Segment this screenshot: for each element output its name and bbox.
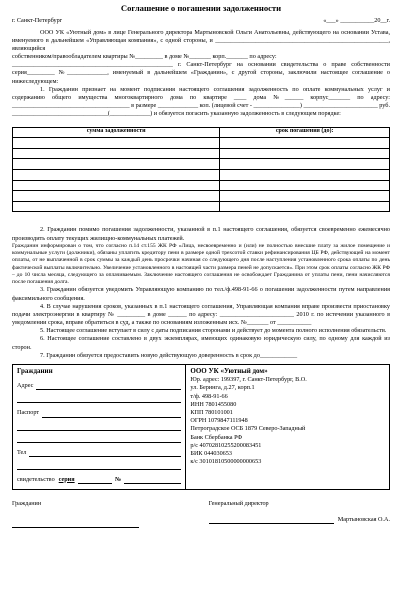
table-row <box>13 138 390 149</box>
company-line: ОГРН 1079847111948 <box>190 417 248 425</box>
company-line: БИК 044030653 <box>190 449 232 457</box>
table-row <box>13 191 390 202</box>
address-row <box>17 382 181 390</box>
intro-paragraph-2: собственником/правообладателем квартиры №_________ в доме №_______ корп._______ по адресу: <box>12 53 277 61</box>
blank-line <box>17 433 181 443</box>
clause-6: 6. Настоящее соглашение составлено в двух экземплярах, имеющих одинаковую юридическую силу, по одному для каждой из сторон. <box>12 335 390 351</box>
table-row <box>13 169 390 180</box>
certificate-label: свидетельство <box>17 475 55 483</box>
table-row <box>13 159 390 170</box>
address-line <box>36 382 181 390</box>
clause-2: 2. Гражданин помимо погашения задолженности, указанной в п.1 настоящего соглашения, обязуется своевременно ежемесячно производить оплату текущих жилищно-коммунальных платежей. <box>12 226 390 242</box>
series-label: серия <box>58 475 75 483</box>
certificate-row <box>17 476 181 484</box>
company-line: КПП 780101001 <box>190 408 233 416</box>
table-cell <box>13 148 220 159</box>
director-signature-line <box>209 514 334 524</box>
citizen-signature-block <box>12 500 193 530</box>
table-cell <box>13 169 220 180</box>
passport-line <box>42 409 181 417</box>
clause-4: 4. В случае нарушения сроков, указанных в п.1 настоящего соглашения, Управляющая компания вправе произвести приостановку подачи электроэнергии в квартиру № _________ в доме ______ по адресу: ________________________ 2010 г. по истечении указанного в уведомлении срока, вправе обратиться в суд, а также по основаниям изложенным исх. №_______ от ___________ <box>12 302 390 327</box>
company-line: Юр. адрес: 199397, г. Санкт-Петербург, В.О. <box>190 376 307 384</box>
company-line: ул. Беринга, д.27, корп.1 <box>190 384 255 392</box>
passport-label: Паспорт <box>17 409 40 417</box>
company-line: Петроградское ОСБ 1879 Северо-Западный <box>190 425 306 433</box>
director-name: Мартыновская О.А. <box>337 515 390 523</box>
company-heading: ООО УК «Уютный дом» <box>190 367 268 375</box>
company-line: Банк Сбербанка РФ <box>190 433 243 441</box>
clause-7: 7. Гражданин обязуется предоставить новую действующую доверенность в срок до____________ <box>40 351 298 359</box>
phone-label: Тел <box>17 448 27 456</box>
clause-5: 5. Настоящее соглашение вступает в силу с даты подписания сторонами и действует до момента полного исполнения обязательств. <box>40 327 387 335</box>
table-row <box>13 148 390 159</box>
clause-3: 3. Гражданин обязуется уведомить Управляющую компанию по тел./ф.498-91-66 о погашении задолженности путем направления факсимильного сообщения. <box>12 286 390 302</box>
phone-row <box>17 449 181 457</box>
company-line: р/с 40702810255200083451 <box>190 441 262 449</box>
table-cell <box>220 138 390 149</box>
city-text: г. Санкт-Петербург <box>12 17 63 25</box>
series-line <box>78 476 112 484</box>
blank-line <box>17 460 181 470</box>
intro-paragraph-3: ____________________________________________________ г. Санкт-Петербург на основании свидетельства о праве собственности серия_________ №_____________, именуемый в дальнейшем «Гражданин», с другой стороны, заключили настоящее соглашение о нижеследующем: <box>12 61 390 85</box>
table-cell <box>220 169 390 180</box>
table-header-amount: сумма задолженности <box>13 127 220 138</box>
table-cell <box>220 148 390 159</box>
citizen-details <box>13 365 186 490</box>
address-label: Адрес <box>17 382 34 390</box>
director-signature-row <box>209 514 390 524</box>
table-cell <box>220 201 390 212</box>
table-cell <box>13 159 220 170</box>
company-signature-block <box>209 500 390 530</box>
citizen-signature-line <box>12 518 139 528</box>
table-cell <box>220 191 390 202</box>
company-line: т/ф. 498-91-66 <box>190 392 228 400</box>
director-title: Генеральный директор <box>208 499 269 507</box>
table-cell <box>13 180 220 191</box>
table-cell <box>13 191 220 202</box>
table-cell <box>220 159 390 170</box>
signature-footer <box>12 500 390 530</box>
blank-line <box>17 393 181 403</box>
table-row <box>13 201 390 212</box>
table-cell <box>13 201 220 212</box>
company-line: к/с 30101810500000000653 <box>190 458 262 466</box>
date-text: «___» ___________20__г. <box>323 17 390 25</box>
company-line: ИНН 7801455080 <box>190 400 237 408</box>
intro-paragraph-1: ООО УК «Уютный дом» в лице Генерального директора Мартыновской Ольги Анатольевны, действующего на основании Устава, именуемого в дальнейшем «Управляющая компания», с одной стороны, и ________________________________________________________, являющийся <box>12 28 390 52</box>
table-cell <box>13 138 220 149</box>
number-label: № <box>114 475 122 483</box>
table-row <box>13 180 390 191</box>
passport-row <box>17 409 181 417</box>
table-cell <box>220 180 390 191</box>
phone-line <box>29 449 181 457</box>
citizen-signature-title: Гражданин <box>12 499 42 507</box>
blank-line <box>17 421 181 431</box>
company-details <box>186 365 390 490</box>
clause-2-note: Гражданин информирован о том, что согласно п.14 ст.155 ЖК РФ «Лица, несвоевременно и (или) не полностью внесшие плату за жилое помещение и коммунальные услуги (должники), обязаны уплатить кредитору пени в размере одной трехсотой ставки рефинансирования ЦБ РФ, действующей на момент оплаты, от не выплаченной в срок суммы за каждый день просрочки начиная со следующего дня после наступления установленного срока оплаты по день фактической выплаты включительно. Увеличение установленного в настоящей части размера пеней не допускается». При этом срок оплаты согласно ЖК РФ – до 10 числа месяца, следующего за оплачиваемым. Заключение настоящего соглашения не освобождает Гражданина от уплаты пени, пени начисляются после погашения долга. <box>12 242 390 286</box>
clause-1: 1. Гражданин признает на момент подписания настоящего соглашения задолженность по оплате коммунальных услуг и содержанию общего имущества многоквартирного дома по квартире ____ дома №______ корпус_______ по адресу: ______________________________________ в размере _____________ коп. (лицевой счет - _______________) ________________________ руб. _______________________________(_____________) и обязуется погасить указанную задолженность в следующем порядке: <box>12 85 390 118</box>
number-line <box>124 476 181 484</box>
header-row <box>12 17 390 25</box>
debt-schedule-table <box>12 127 390 213</box>
parties-details-table <box>12 364 390 490</box>
table-header-row <box>13 127 390 138</box>
document-title: Соглашение о погашении задолженности <box>120 3 282 13</box>
citizen-heading: Гражданин <box>17 367 53 375</box>
table-header-deadline: срок погашения (до): <box>220 127 390 138</box>
